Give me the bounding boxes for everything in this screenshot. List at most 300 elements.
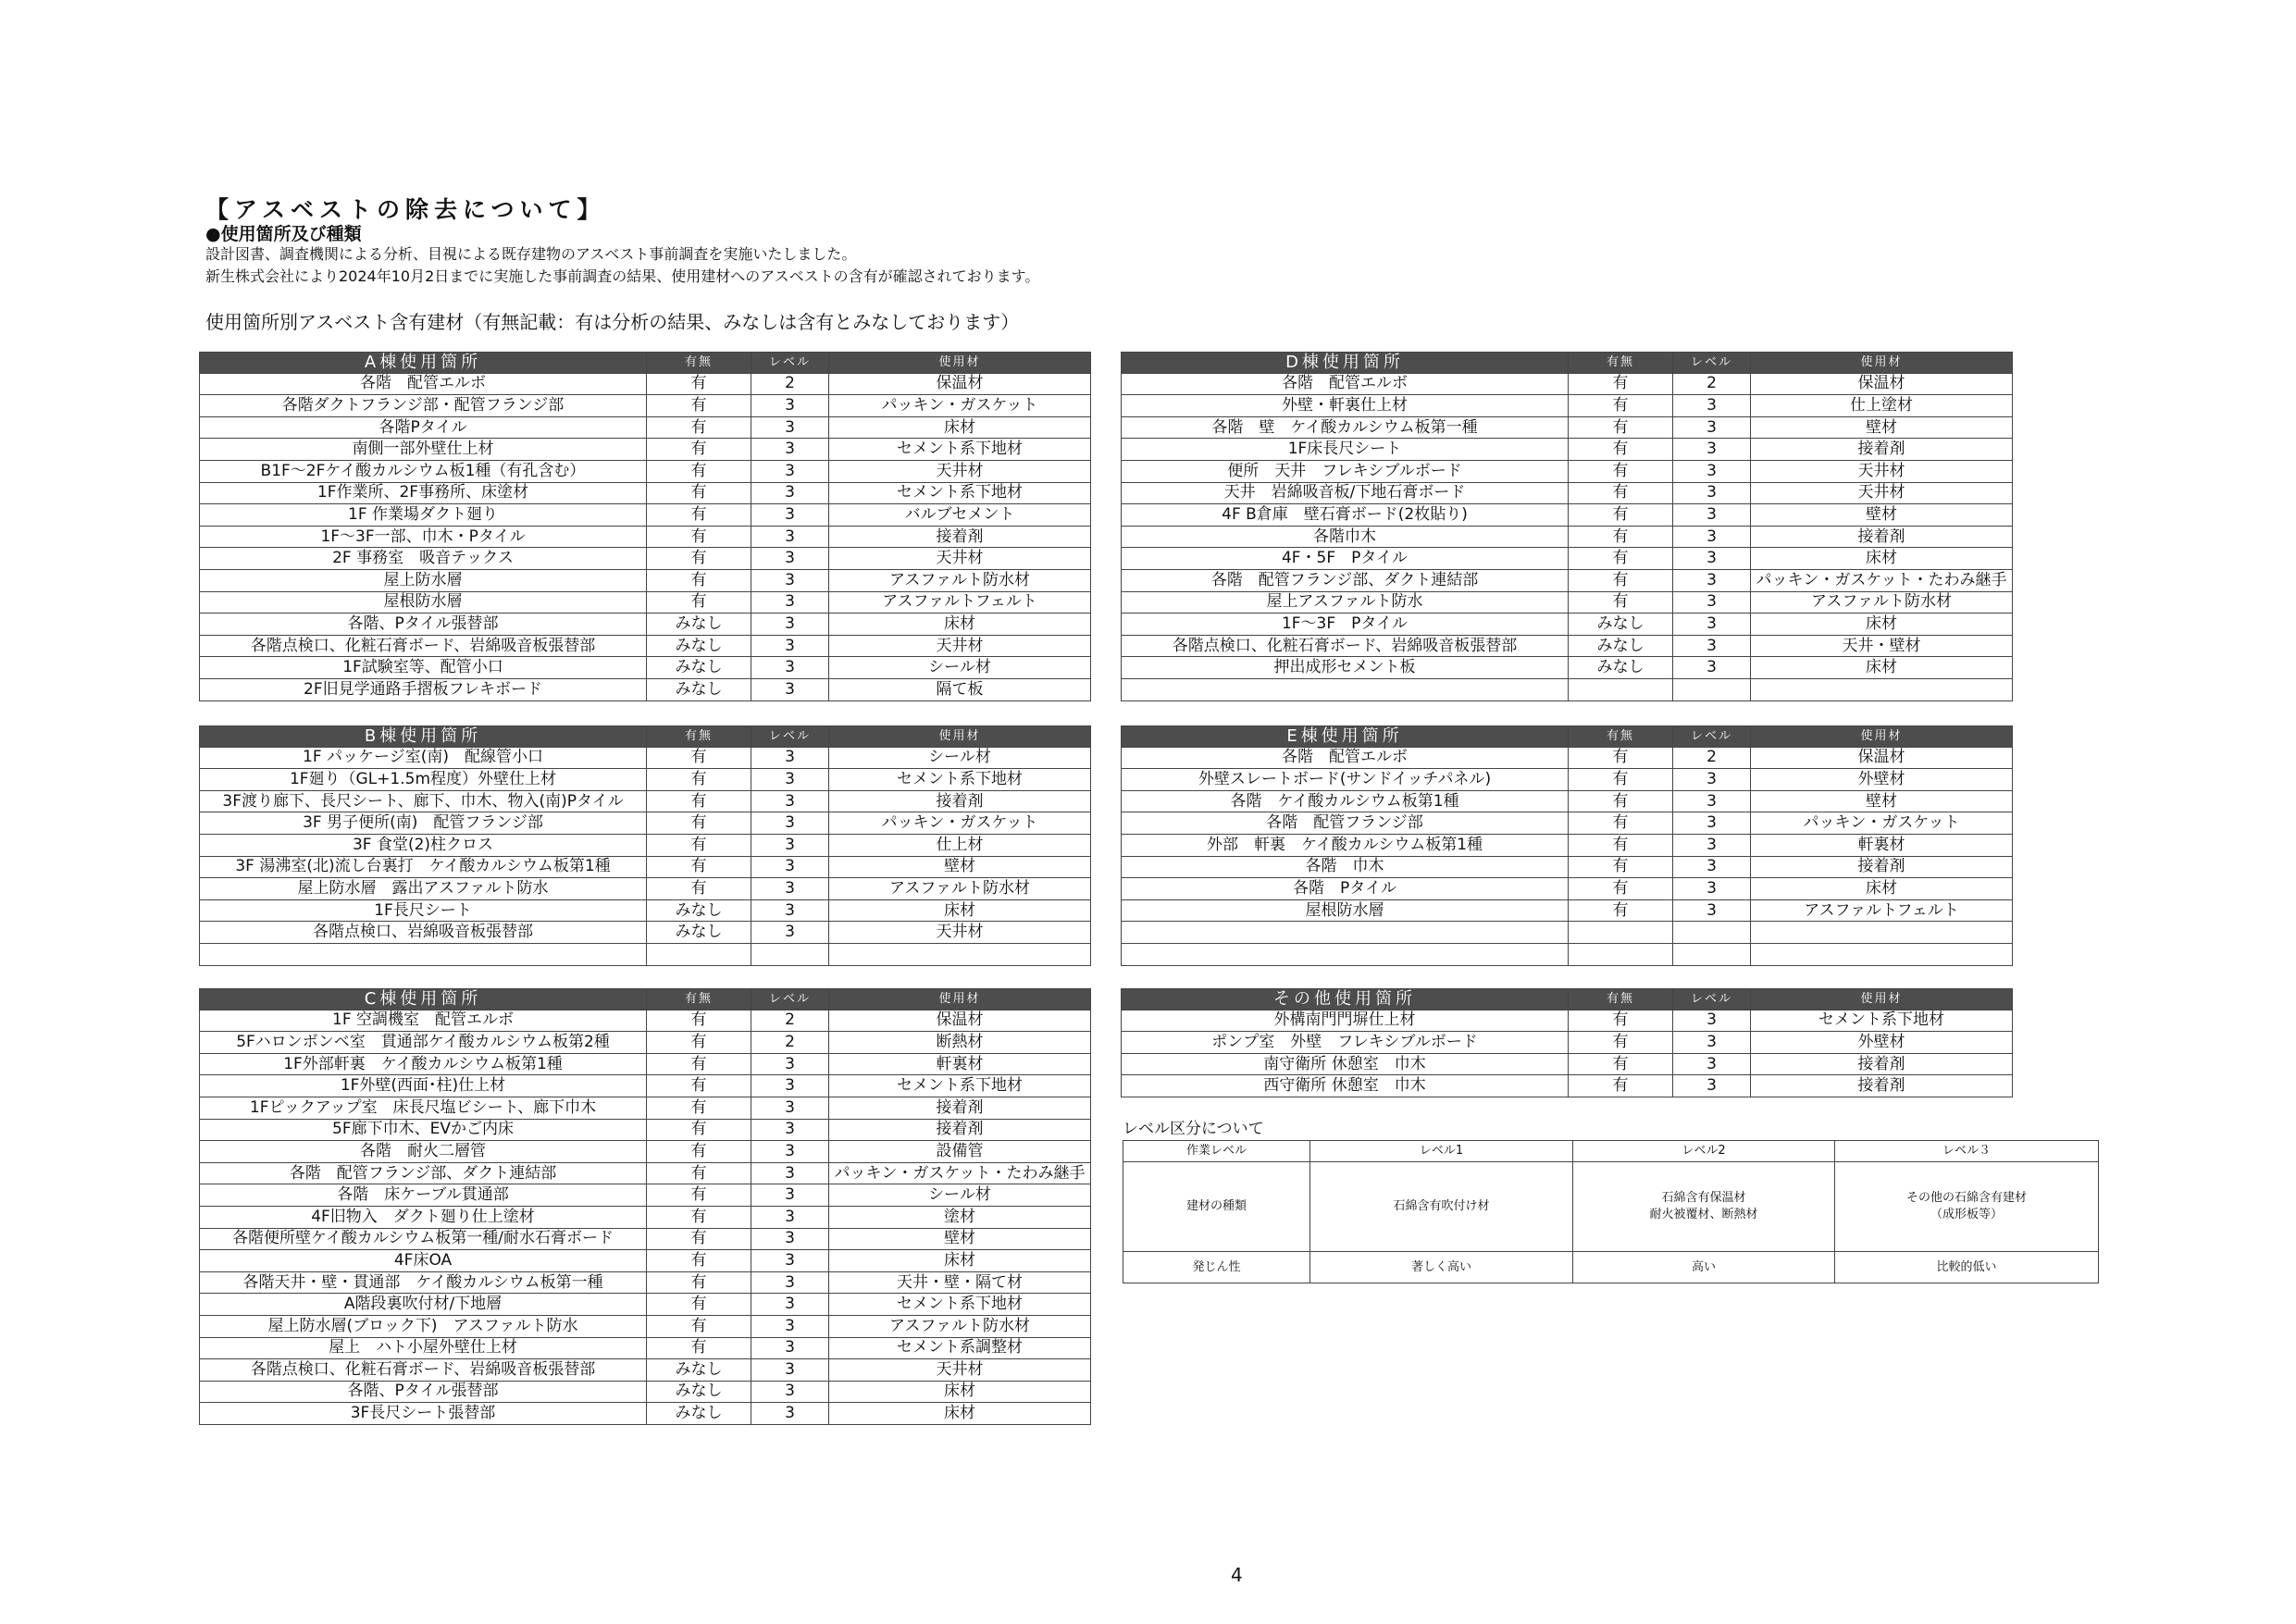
presence-cell bbox=[1569, 678, 1673, 700]
location-cell: 1F長尺シート bbox=[200, 899, 647, 922]
material-cell: アスファルト防水材 bbox=[1751, 591, 2013, 614]
level-cell: 3 bbox=[751, 635, 829, 657]
presence-cell: 有 bbox=[1569, 439, 1673, 461]
level-cell: 3 bbox=[1673, 1010, 1751, 1032]
table-row bbox=[200, 856, 1091, 878]
location-cell: 3F長尺シート張替部 bbox=[200, 1403, 647, 1425]
building-a-table bbox=[199, 352, 1091, 701]
material-cell: 保温材 bbox=[1751, 373, 2013, 395]
presence-cell: みなし bbox=[647, 657, 751, 679]
table-row bbox=[1122, 569, 2013, 591]
material-cell: 接着剤 bbox=[1751, 856, 2013, 878]
location-cell: 各階 巾木 bbox=[1122, 856, 1569, 878]
presence-cell: 有 bbox=[1569, 1053, 1673, 1075]
presence-cell: 有 bbox=[647, 460, 751, 482]
material-cell: 隔て板 bbox=[829, 678, 1091, 700]
location-cell: 各階 ケイ酸カルシウム板第1種 bbox=[1122, 790, 1569, 812]
level-cell: 3 bbox=[751, 1097, 829, 1119]
table-row bbox=[1122, 1010, 2013, 1032]
level-cell: 3 bbox=[751, 1315, 829, 1337]
intro-paragraph-2: 新生株式会社により2024年10月2日までに実施した事前調査の結果、使用建材へのアスベストの含有が確認されております。 bbox=[205, 267, 1040, 285]
presence-cell: 有 bbox=[1569, 591, 1673, 614]
level-cell: 高い bbox=[1573, 1252, 1835, 1283]
level-cell: 3 bbox=[1673, 548, 1751, 570]
level-cell: 3 bbox=[1673, 899, 1751, 922]
level-header-cell: 作業レベル bbox=[1123, 1141, 1310, 1162]
presence-cell: みなし bbox=[647, 1381, 751, 1403]
presence-header: 有無 bbox=[1569, 989, 1673, 1010]
building-b-table bbox=[199, 725, 1091, 966]
table-header-row bbox=[200, 989, 1091, 1010]
level-cell: 2 bbox=[751, 373, 829, 395]
presence-cell: 有 bbox=[1569, 812, 1673, 835]
location-cell: 5Fハロンボンベ室 貫通部ケイ酸カルシウム板第2種 bbox=[200, 1032, 647, 1054]
material-cell: 接着剤 bbox=[1751, 1075, 2013, 1097]
table-row bbox=[1122, 395, 2013, 417]
table-row bbox=[200, 747, 1091, 769]
material-cell: セメント系下地材 bbox=[1751, 1010, 2013, 1032]
material-cell: 軒裏材 bbox=[1751, 834, 2013, 856]
material-cell bbox=[829, 943, 1091, 965]
presence-cell: 有 bbox=[647, 856, 751, 878]
material-cell: 床材 bbox=[829, 1403, 1091, 1425]
level-classification-title: レベル区分について bbox=[1123, 1120, 1264, 1138]
presence-cell: 有 bbox=[647, 1250, 751, 1272]
location-cell: 4F旧物入 ダクト廻り仕上塗材 bbox=[200, 1206, 647, 1228]
table-row bbox=[1122, 373, 2013, 395]
material-cell: パッキン・ガスケット・たわみ継手 bbox=[829, 1162, 1091, 1184]
presence-cell: 有 bbox=[1569, 482, 1673, 504]
location-cell: 各階便所壁ケイ酸カルシウム板第一種/耐水石膏ボード bbox=[200, 1228, 647, 1250]
presence-cell: 有 bbox=[647, 1271, 751, 1294]
material-cell: 断熱材 bbox=[829, 1032, 1091, 1054]
level-cell: 3 bbox=[751, 548, 829, 570]
table-row bbox=[1122, 614, 2013, 636]
material-cell: 接着剤 bbox=[829, 790, 1091, 812]
level-cell: 3 bbox=[751, 1053, 829, 1075]
location-cell: 1F～3F一部、巾木・Pタイル bbox=[200, 526, 647, 548]
table-row bbox=[200, 635, 1091, 657]
location-cell: 1F床長尺シート bbox=[1122, 439, 1569, 461]
location-header: E棟使用箇所 bbox=[1122, 726, 1569, 748]
section-subtitle: ●使用箇所及び種類 bbox=[205, 224, 362, 244]
level-cell: 3 bbox=[751, 395, 829, 417]
level-cell: 3 bbox=[1673, 569, 1751, 591]
presence-cell: 有 bbox=[647, 1032, 751, 1054]
presence-header: 有無 bbox=[1569, 726, 1673, 748]
level-cell: 3 bbox=[751, 1271, 829, 1294]
level-cell: 3 bbox=[1673, 1032, 1751, 1054]
material-header: 使用材 bbox=[1751, 353, 2013, 374]
level-cell: 3 bbox=[1673, 657, 1751, 679]
level-cell: 発じん性 bbox=[1123, 1252, 1310, 1283]
presence-cell: 有 bbox=[1569, 899, 1673, 922]
presence-cell: 有 bbox=[647, 1294, 751, 1316]
location-cell: 西守衛所 休憩室 巾木 bbox=[1122, 1075, 1569, 1097]
table-row bbox=[1122, 1053, 2013, 1075]
level-cell: 3 bbox=[751, 1119, 829, 1141]
level-cell: 3 bbox=[1673, 591, 1751, 614]
table-row bbox=[1122, 878, 2013, 900]
table-row bbox=[200, 1315, 1091, 1337]
location-cell: 1F外部軒裏 ケイ酸カルシウム板第1種 bbox=[200, 1053, 647, 1075]
material-cell: 外壁材 bbox=[1751, 1032, 2013, 1054]
presence-header: 有無 bbox=[647, 353, 751, 374]
presence-cell: 有 bbox=[647, 591, 751, 614]
level-cell: 2 bbox=[1673, 747, 1751, 769]
table-row bbox=[200, 1250, 1091, 1272]
table-row bbox=[200, 416, 1091, 439]
level-cell: 2 bbox=[1673, 373, 1751, 395]
level-cell: 3 bbox=[751, 878, 829, 900]
table-row bbox=[1122, 834, 2013, 856]
location-cell: 4F・5F Pタイル bbox=[1122, 548, 1569, 570]
presence-cell: 有 bbox=[1569, 1032, 1673, 1054]
material-cell: パッキン・ガスケット bbox=[1751, 812, 2013, 835]
table-row bbox=[1122, 591, 2013, 614]
table-row bbox=[1122, 769, 2013, 791]
table-row bbox=[200, 1337, 1091, 1359]
material-cell: アスファルトフェルト bbox=[1751, 899, 2013, 922]
location-cell: 外壁・軒裏仕上材 bbox=[1122, 395, 1569, 417]
table-row bbox=[1122, 482, 2013, 504]
page-title: 【アスベストの除去について】 bbox=[205, 196, 606, 223]
location-cell: 各階天井・壁・貫通部 ケイ酸カルシウム板第一種 bbox=[200, 1271, 647, 1294]
material-cell: 外壁材 bbox=[1751, 769, 2013, 791]
table-header-row bbox=[200, 726, 1091, 748]
presence-cell: みなし bbox=[647, 635, 751, 657]
location-cell: 屋根防水層 bbox=[1122, 899, 1569, 922]
table-row bbox=[1122, 747, 2013, 769]
material-cell: 床材 bbox=[829, 899, 1091, 922]
presence-cell: 有 bbox=[647, 878, 751, 900]
presence-header: 有無 bbox=[647, 989, 751, 1010]
location-cell: 屋上 ハト小屋外壁仕上材 bbox=[200, 1337, 647, 1359]
table-row bbox=[200, 614, 1091, 636]
material-cell: セメント系下地材 bbox=[829, 1075, 1091, 1097]
presence-cell: 有 bbox=[647, 373, 751, 395]
presence-cell: 有 bbox=[647, 812, 751, 835]
location-cell: 1F試験室等、配管小口 bbox=[200, 657, 647, 679]
presence-cell: 有 bbox=[647, 747, 751, 769]
presence-cell: 有 bbox=[647, 1337, 751, 1359]
material-cell: 壁材 bbox=[829, 856, 1091, 878]
material-cell: 軒裏材 bbox=[829, 1053, 1091, 1075]
table-row bbox=[200, 504, 1091, 527]
building-e-table bbox=[1121, 725, 2013, 966]
level-cell: 石綿含有保温材 耐火被覆材、断熱材 bbox=[1573, 1162, 1835, 1252]
presence-cell: 有 bbox=[1569, 1075, 1673, 1097]
level-cell: 3 bbox=[1673, 614, 1751, 636]
table-row bbox=[1122, 1032, 2013, 1054]
level-cell: 3 bbox=[751, 1294, 829, 1316]
level-cell: 3 bbox=[1673, 769, 1751, 791]
location-header: B棟使用箇所 bbox=[200, 726, 647, 748]
material-cell: シール材 bbox=[829, 747, 1091, 769]
presence-cell: 有 bbox=[647, 1141, 751, 1163]
presence-cell: みなし bbox=[647, 1403, 751, 1425]
material-cell: 壁材 bbox=[1751, 790, 2013, 812]
material-cell: 天井材 bbox=[829, 1359, 1091, 1382]
location-header: A棟使用箇所 bbox=[200, 353, 647, 374]
location-cell: 屋上防水層 bbox=[200, 569, 647, 591]
level-cell: 3 bbox=[751, 790, 829, 812]
level-cell: 3 bbox=[751, 1162, 829, 1184]
table-row bbox=[200, 1271, 1091, 1294]
location-cell: 外壁スレートボード(サンドイッチパネル) bbox=[1122, 769, 1569, 791]
level-cell: 3 bbox=[1673, 812, 1751, 835]
presence-cell: みなし bbox=[1569, 657, 1673, 679]
location-header: その他使用箇所 bbox=[1122, 989, 1569, 1010]
material-cell: 床材 bbox=[1751, 878, 2013, 900]
material-cell: セメント系下地材 bbox=[829, 1294, 1091, 1316]
level-cell: 3 bbox=[1673, 504, 1751, 527]
table-row bbox=[1122, 416, 2013, 439]
building-d-table bbox=[1121, 352, 2013, 701]
table-row bbox=[1122, 460, 2013, 482]
table-row bbox=[200, 943, 1091, 965]
location-cell: 1F作業所、2F事務所、床塗材 bbox=[200, 482, 647, 504]
presence-cell: 有 bbox=[647, 769, 751, 791]
level-cell: 3 bbox=[1673, 1053, 1751, 1075]
dust-row bbox=[1123, 1252, 2099, 1283]
material-cell: 天井材 bbox=[829, 922, 1091, 944]
material-cell: セメント系下地材 bbox=[829, 439, 1091, 461]
table-row bbox=[200, 1294, 1091, 1316]
table-row bbox=[200, 1141, 1091, 1163]
level-cell: 3 bbox=[1673, 395, 1751, 417]
location-cell bbox=[1122, 922, 1569, 944]
presence-cell: みなし bbox=[647, 678, 751, 700]
material-cell: セメント系下地材 bbox=[829, 482, 1091, 504]
presence-cell: 有 bbox=[647, 548, 751, 570]
level-cell: 3 bbox=[751, 657, 829, 679]
location-cell: 各階 配管フランジ部、ダクト連結部 bbox=[1122, 569, 1569, 591]
material-type-row bbox=[1123, 1162, 2099, 1252]
table-row bbox=[200, 1359, 1091, 1382]
table-row bbox=[1122, 657, 2013, 679]
location-cell: 1F～3F Pタイル bbox=[1122, 614, 1569, 636]
presence-cell: みなし bbox=[647, 614, 751, 636]
table-row bbox=[1122, 790, 2013, 812]
location-cell: 各階 壁 ケイ酸カルシウム板第一種 bbox=[1122, 416, 1569, 439]
material-cell: 仕上材 bbox=[829, 834, 1091, 856]
presence-cell: 有 bbox=[647, 504, 751, 527]
material-cell: 接着剤 bbox=[1751, 1053, 2013, 1075]
material-cell: 設備管 bbox=[829, 1141, 1091, 1163]
table-row bbox=[1122, 504, 2013, 527]
material-cell: パッキン・ガスケット・たわみ継手 bbox=[1751, 569, 2013, 591]
level-cell: 著しく高い bbox=[1310, 1252, 1573, 1283]
level-cell: 3 bbox=[751, 1141, 829, 1163]
presence-cell: 有 bbox=[1569, 790, 1673, 812]
presence-cell: 有 bbox=[1569, 747, 1673, 769]
level-cell: 建材の種類 bbox=[1123, 1162, 1310, 1252]
presence-cell: 有 bbox=[1569, 1010, 1673, 1032]
table-row bbox=[1122, 526, 2013, 548]
level-cell: 3 bbox=[751, 614, 829, 636]
material-header: 使用材 bbox=[829, 989, 1091, 1010]
material-cell: 塗材 bbox=[829, 1206, 1091, 1228]
location-cell bbox=[1122, 678, 1569, 700]
level-classification-table bbox=[1123, 1140, 2099, 1283]
level-cell: 3 bbox=[751, 1359, 829, 1382]
table-row bbox=[200, 1097, 1091, 1119]
table-header-row bbox=[1122, 353, 2013, 374]
table-row bbox=[200, 591, 1091, 614]
location-cell: 各階、Pタイル張替部 bbox=[200, 614, 647, 636]
level-cell: 2 bbox=[751, 1010, 829, 1032]
table-row bbox=[1122, 635, 2013, 657]
table-row bbox=[200, 569, 1091, 591]
table-row bbox=[200, 1206, 1091, 1228]
location-cell: 各階、Pタイル張替部 bbox=[200, 1381, 647, 1403]
level-cell: 3 bbox=[751, 1228, 829, 1250]
level-cell: 3 bbox=[1673, 790, 1751, 812]
material-cell: パッキン・ガスケット bbox=[829, 395, 1091, 417]
location-cell: 各階巾木 bbox=[1122, 526, 1569, 548]
presence-cell: 有 bbox=[647, 416, 751, 439]
location-cell: 便所 天井 フレキシブルボード bbox=[1122, 460, 1569, 482]
location-cell: 2F 事務室 吸音テックス bbox=[200, 548, 647, 570]
material-header: 使用材 bbox=[829, 353, 1091, 374]
presence-cell bbox=[1569, 922, 1673, 944]
level-cell: 3 bbox=[751, 1206, 829, 1228]
presence-cell: 有 bbox=[1569, 569, 1673, 591]
level-cell: 3 bbox=[751, 569, 829, 591]
level-cell bbox=[1673, 678, 1751, 700]
table-row bbox=[200, 922, 1091, 944]
location-cell: 各階 床ケーブル貫通部 bbox=[200, 1184, 647, 1207]
location-header: C棟使用箇所 bbox=[200, 989, 647, 1010]
location-cell: 屋上防水層 露出アスファルト防水 bbox=[200, 878, 647, 900]
level-cell: 3 bbox=[751, 1184, 829, 1207]
presence-cell: 有 bbox=[647, 482, 751, 504]
location-cell: B1F～2Fケイ酸カルシウム板1種（有孔含む） bbox=[200, 460, 647, 482]
material-cell: 保温材 bbox=[1751, 747, 2013, 769]
level-header: レベル bbox=[1673, 726, 1751, 748]
material-cell: 天井・壁・隔て材 bbox=[829, 1271, 1091, 1294]
presence-cell: 有 bbox=[1569, 856, 1673, 878]
table-header-row bbox=[1122, 726, 2013, 748]
level-cell: 3 bbox=[751, 482, 829, 504]
location-cell: 各階点検口、化粧石膏ボード、岩綿吸音板張替部 bbox=[1122, 635, 1569, 657]
table-row bbox=[200, 1162, 1091, 1184]
level-cell: 3 bbox=[1673, 460, 1751, 482]
table-row bbox=[200, 1032, 1091, 1054]
material-cell: 接着剤 bbox=[829, 526, 1091, 548]
level-cell: 3 bbox=[1673, 834, 1751, 856]
location-cell: 1Fピックアップ室 床長尺塩ビシート、廊下巾木 bbox=[200, 1097, 647, 1119]
material-cell: 床材 bbox=[1751, 614, 2013, 636]
table-row bbox=[200, 1075, 1091, 1097]
material-cell: 床材 bbox=[829, 1381, 1091, 1403]
location-cell: 2F旧見学通路手摺板フレキボード bbox=[200, 678, 647, 700]
presence-cell: 有 bbox=[647, 569, 751, 591]
material-cell: シール材 bbox=[829, 657, 1091, 679]
location-cell: 1F外壁(西面･柱)仕上材 bbox=[200, 1075, 647, 1097]
presence-cell: 有 bbox=[647, 1206, 751, 1228]
table-row bbox=[200, 373, 1091, 395]
presence-cell: 有 bbox=[647, 1097, 751, 1119]
level-cell bbox=[751, 943, 829, 965]
location-cell: A階段裏吹付材/下地層 bbox=[200, 1294, 647, 1316]
level-cell: 3 bbox=[1673, 856, 1751, 878]
table-row bbox=[200, 678, 1091, 700]
material-cell: バルブセメント bbox=[829, 504, 1091, 527]
location-cell: 各階 配管エルボ bbox=[1122, 373, 1569, 395]
material-cell: 壁材 bbox=[829, 1228, 1091, 1250]
presence-cell: みなし bbox=[1569, 635, 1673, 657]
table-row bbox=[200, 1010, 1091, 1032]
presence-cell: 有 bbox=[647, 395, 751, 417]
location-cell: 4F B倉庫 壁石膏ボード(2枚貼り) bbox=[1122, 504, 1569, 527]
table-row bbox=[200, 548, 1091, 570]
table-row bbox=[200, 460, 1091, 482]
level-header-cell: レベル３ bbox=[1835, 1141, 2099, 1162]
presence-cell: 有 bbox=[1569, 460, 1673, 482]
location-cell: 1F 作業場ダクト廻り bbox=[200, 504, 647, 527]
material-cell: 接着剤 bbox=[1751, 439, 2013, 461]
level-cell: 3 bbox=[1673, 482, 1751, 504]
presence-cell bbox=[647, 943, 751, 965]
material-cell: 天井材 bbox=[1751, 460, 2013, 482]
intro-paragraph-1: 設計図書、調査機関による分析、目視による既存建物のアスベスト事前調査を実施いたしました。 bbox=[205, 245, 857, 263]
location-cell: 押出成形セメント板 bbox=[1122, 657, 1569, 679]
location-cell: 各階点検口、岩綿吸音板張替部 bbox=[200, 922, 647, 944]
level-cell bbox=[1673, 922, 1751, 944]
table-row bbox=[1122, 812, 2013, 835]
presence-cell: 有 bbox=[1569, 834, 1673, 856]
location-cell: 各階 耐火二層管 bbox=[200, 1141, 647, 1163]
location-cell: 各階Pタイル bbox=[200, 416, 647, 439]
table-row bbox=[200, 878, 1091, 900]
material-cell: 保温材 bbox=[829, 1010, 1091, 1032]
level-cell: 3 bbox=[1673, 526, 1751, 548]
presence-header: 有無 bbox=[1569, 353, 1673, 374]
presence-cell: 有 bbox=[1569, 526, 1673, 548]
location-cell: ポンプ室 外壁 フレキシブルボード bbox=[1122, 1032, 1569, 1054]
level-header-row bbox=[1123, 1141, 2099, 1162]
table-row bbox=[1122, 1075, 2013, 1097]
material-cell bbox=[1751, 922, 2013, 944]
presence-cell: 有 bbox=[1569, 416, 1673, 439]
presence-cell: 有 bbox=[1569, 504, 1673, 527]
location-cell: 4F床OA bbox=[200, 1250, 647, 1272]
material-cell: 接着剤 bbox=[829, 1119, 1091, 1141]
level-cell: 3 bbox=[751, 439, 829, 461]
level-header: レベル bbox=[1673, 353, 1751, 374]
table-row bbox=[200, 899, 1091, 922]
presence-cell: 有 bbox=[647, 834, 751, 856]
material-cell: アスファルト防水材 bbox=[829, 878, 1091, 900]
level-cell: 3 bbox=[751, 1403, 829, 1425]
level-header: レベル bbox=[1673, 989, 1751, 1010]
table-row bbox=[1122, 922, 2013, 944]
table-row bbox=[200, 657, 1091, 679]
level-cell: その他の石綿含有建材 （成形板等） bbox=[1835, 1162, 2099, 1252]
material-cell: 床材 bbox=[1751, 657, 2013, 679]
location-cell: 3F渡り廊下、長尺シート、廊下、巾木、物入(南)Pタイル bbox=[200, 790, 647, 812]
location-cell: 各階 配管エルボ bbox=[1122, 747, 1569, 769]
table-row bbox=[200, 1053, 1091, 1075]
level-cell: 3 bbox=[751, 769, 829, 791]
material-cell: 床材 bbox=[829, 416, 1091, 439]
building-c-table bbox=[199, 988, 1091, 1425]
level-header-cell: レベル2 bbox=[1573, 1141, 1835, 1162]
level-cell: 3 bbox=[751, 591, 829, 614]
location-cell: 3F 湯沸室(北)流し台裏打 ケイ酸カルシウム板第1種 bbox=[200, 856, 647, 878]
